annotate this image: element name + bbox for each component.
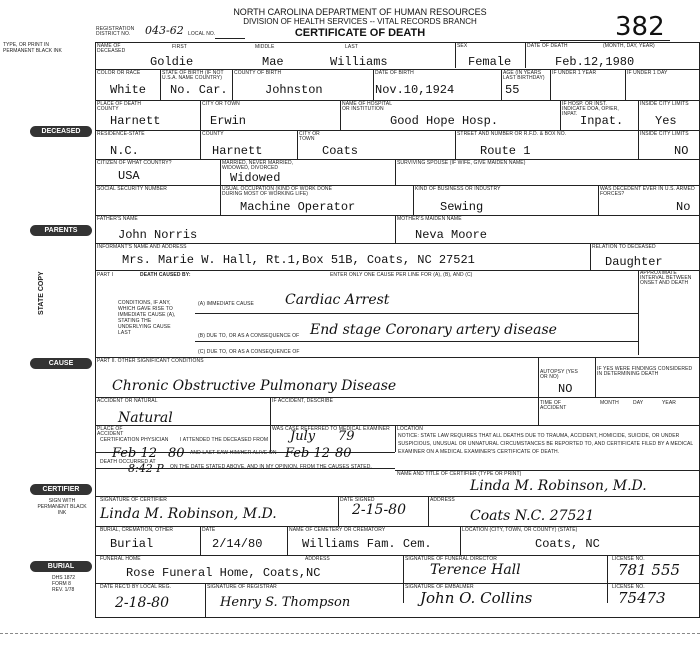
father-name-value: John Norris	[118, 228, 198, 242]
death-city-value: Erwin	[210, 114, 247, 128]
date-filed-value: 2-18-80	[115, 595, 169, 611]
local-number-label: LOCAL NO.	[188, 31, 216, 37]
relation-value: Daughter	[605, 255, 663, 269]
state-of-birth-value: No. Car.	[170, 83, 228, 97]
middle-name-value: Mae	[262, 55, 284, 69]
inside-city-value: Yes	[655, 114, 677, 128]
informant-value: Mrs. Marie W. Hall, Rt.1,Box 51B, Coats, NC 27521	[122, 253, 475, 267]
certifier-tab: CERTIFIER	[30, 484, 92, 495]
autopsy-value: NO	[558, 382, 573, 396]
license-2-value: 75473	[618, 589, 666, 607]
deceased-tab: DECEASED	[30, 126, 92, 137]
residence-county-value: Harnett	[212, 144, 263, 158]
occupation-value: Machine Operator	[240, 200, 356, 214]
cemetery-value: Williams Fam. Cem.	[302, 537, 432, 551]
embalmer-signature: John O. Collins	[420, 589, 533, 607]
certifier-signature: Linda M. Robinson, M.D.	[100, 506, 277, 522]
time-of-death-value: 8:42 P	[128, 462, 164, 475]
date-of-death-value: Feb.12,1980	[555, 55, 635, 69]
date-of-birth-value: Nov.10,1924	[375, 83, 455, 97]
institution-value: Good Hope Hosp.	[390, 114, 499, 128]
county-of-birth-value: Johnston	[265, 83, 323, 97]
license-value: 781 555	[618, 561, 681, 579]
type-print-note: TYPE, OR PRINT IN PERMANENT BLACK INK	[3, 42, 62, 54]
registrar-signature: Henry S. Thompson	[220, 595, 351, 610]
attended-to-value: July	[290, 429, 316, 444]
death-certificate: NORTH CAROLINA DEPARTMENT OF HUMAN RESOURCES DIVISION OF HEALTH SERVICES -- VITAL RECORDS BRANCH CERTIFICATE OF DEATH REGISTRATION DISTRICT NO. 043-62 LOCAL NO. 382 TYPE, OR PRINT IN PERMANENT BLACK INK DECEASED PARENTS STATE COPY CAUSE CERTIFIER SIGN WITH PERMANENT BLACK INK BURIAL DHS 1872 FORM 8 REV. 1/78 NAME OF DECEASED FIRST MIDDLE LAST SEX DATE OF DEATH (MONTH, DAY, YEAR) Goldie Mae Williams Female Feb.12,1980 COLOR OR RACE STATE OF BIRTH (IF NOT U.S.A. NAME COUNTRY) COUNTY OF BIRTH DATE OF BIRTH AGE (IN YEARS LAST BIRTHDAY) IF UNDER 1 YEAR IF UNDER 1 DAY White No. Car. Johnston Nov.10,1924 55 PLACE OF DEATH COUNTY CITY OR TOWN NAME OF HOSPITAL OR INSTITUTION IF HOSP. OR INST. INDICATE DOA, OP/ER, INPAT. INSIDE CITY LIMITS Harnett Erwin Good Hope Hosp. Inpat. Yes RESIDENCE-STATE COUNTY CITY OR TOWN STREET AND NUMBER OR R.F.D. & BOX NO. INSIDE CITY LIMITS N.C. Harnett Coats Route 1 NO CITIZEN OF WHAT COUNTRY? MARRIED, NEVER MARRIED, WIDOWED, DIVORCED SURVIVING SPOUSE (IF WIFE, GIVE MAIDEN NAME) USA Widowed SOCIAL SECURITY NUMBER USUAL OCCUPATION (KIND OF WORK DONE DURING MOST OF WORKING LIFE) KIND OF BUSINESS OR INDUSTRY WAS DECEDENT EVER IN U.S. ARMED FORCES? Machine Operator Sewing No FATHER'S NAME MOTHER'S MAIDEN NAME John Norris Neva Moore INFORMANT'S NAME AND ADDRESS RELATION TO DECEASED Mrs. Marie W. Hall, Rt.1,Box 51B, Coats, NC 27521 Daughter PART I DEATH CAUSED BY: ENTER ONLY ONE CAUSE PER LINE FOR (A), (B), AND (C) APPROXIMATE INTERVAL BETWEEN ONSET AND DEATH CONDITIONS, IF ANY, WHICH GAVE RISE TO IMMEDIATE CAUSE (A), STATING THE UNDERLYING CAUSE LAST (A) IMMEDIATE CAUSE Cardiac Arrest (B) DUE TO, OR AS A CONSEQUENCE OF End stage Coronary artery disease (C) DUE TO, OR AS A CONSEQUENCE OF PART II. OTHER SIGNIFICANT CONDITIONS AUTOPSY (YES OR NO) IF YES WERE FINDINGS CONSIDERED IN DETERMINING DEATH Chronic Obstructive Pulmonary Disease NO ACCIDENT OR NATURAL IF ACCIDENT, DESCRIBE TIME OF ACCIDENT MONTH DAY YEAR Natural PLACE OF ACCIDENT WAS CASE REFERRED TO MEDICAL EXAMINER LOCATION NOTICE: STATE LAW REQUIRES THAT ALL DEATHS DUE TO TRAUMA, ACCIDENT, HOMICIDE, SUICIDE, OR UNDER SUSPICIOUS, UNUSUAL OR UNNATURAL CIRCUMSTANCES BE REPORTED TO, AND CERTIFICATE FILED BY A MEDICAL EXAMINER ON A MEDICAL EXAMINER'S CERTIFICATE OF DEATH. CERTIFICATION PHYSICIAN I ATTENDED THE DECEASED FROM July 79 Feb 12 80 AND LAST SAW HIM/HER ALIVE ON Feb 12 80 DEATH OCCURRED AT 8:42 P ON THE DATE STATED ABOVE, AND IN MY OPINION, FROM THE CAUSES STATED. NAME AND TITLE OF CERTIFIER (TYPE OR PRINT) Linda M. Robinson, M.D. SIGNATURE OF CERTIFIER DATE SIGNED ADDRESS Linda M. Robinson, M.D. 2-15-80 Coats N.C. 27521 BURIAL, CREMATION, OTHER DATE NAME OF CEMETERY OR CREMATORY LOCATION (CITY, TOWN, OR COUNTY) (STATE) Burial 2/14/80 Williams Fam. Cem. Coats, NC FUNERAL HOME ADDRESS SIGNATURE OF FUNERAL DIRECTOR LICENSE NO. Rose Funeral Home, Coats,NC Terence Hall 781 555 DATE REC'D BY LOCAL REG. SIGNATURE OF REGISTRAR SIGNATURE OF EMBALMER LICENSE NO. 2-18-80 Henry S. Thompson John O. Collins 75473	[0, 0, 700, 662]
attended-to-year-value: 79	[338, 429, 355, 444]
mother-name-value: Neva Moore	[415, 228, 488, 242]
business-value: Sewing	[440, 200, 484, 214]
registration-label: REGISTRATION DISTRICT NO.	[96, 26, 135, 37]
armed-forces-value: No	[676, 200, 691, 214]
disposition-value: Burial	[110, 537, 154, 551]
part2-value: Chronic Obstructive Pulmonary Disease	[112, 378, 397, 394]
state-copy-label: STATE COPY	[38, 271, 45, 315]
name-label: NAME OF DECEASED	[97, 43, 126, 54]
certifier-name-value: Linda M. Robinson, M.D.	[470, 478, 647, 494]
sign-ink-note: SIGN WITH PERMANENT BLACK INK	[37, 498, 87, 516]
attended-from-year-value: 80	[168, 446, 185, 461]
first-name-value: Goldie	[150, 55, 194, 69]
cause-b-value: End stage Coronary artery disease	[310, 322, 557, 338]
disposition-date-value: 2/14/80	[212, 537, 263, 551]
marital-value: Widowed	[230, 171, 281, 185]
certificate-title: CERTIFICATE OF DEATH	[294, 27, 426, 39]
inpatient-value: Inpat.	[580, 114, 624, 128]
cause-tab: CAUSE	[30, 358, 92, 369]
citizen-value: USA	[118, 169, 140, 183]
notice-text: NOTICE: STATE LAW REQUIRES THAT ALL DEATHS DUE TO TRAUMA, ACCIDENT, HOMICIDE, SUICIDE, OR UNDER SUSPICIOUS, UNUSUAL OR UNNATURAL CIRCUMSTANCES BE REPORTED TO, AND CERTIFICATE FILED BY A MEDICAL EXAMINER ON A MEDICAL EXAMINER'S CERTIFICATE OF DEATH.	[398, 433, 694, 455]
registration-number: 043-62	[145, 24, 184, 37]
residence-state-value: N.C.	[110, 144, 139, 158]
age-value: 55	[505, 83, 520, 97]
date-signed-value: 2-15-80	[352, 502, 406, 518]
funeral-director-signature: Terence Hall	[430, 562, 521, 578]
last-name-value: Williams	[330, 55, 388, 69]
division-heading: DIVISION OF HEALTH SERVICES -- VITAL RECORDS BRANCH	[243, 17, 477, 26]
street-value: Route 1	[480, 144, 531, 158]
attended-from-value: Feb 12	[112, 446, 157, 461]
death-county-value: Harnett	[110, 114, 161, 128]
form-number-note: DHS 1872 FORM 8 REV. 1/78	[52, 575, 76, 593]
certificate-number: 382	[615, 12, 665, 42]
cause-a-value: Cardiac Arrest	[285, 292, 390, 308]
cemetery-location-value: Coats, NC	[535, 537, 600, 551]
residence-city-value: Coats	[322, 144, 359, 158]
accident-natural-value: Natural	[118, 410, 173, 426]
last-saw-year-value: 80	[335, 446, 352, 461]
burial-tab: BURIAL	[30, 561, 92, 572]
sex-value: Female	[468, 55, 512, 69]
last-saw-value: Feb 12	[285, 446, 330, 461]
funeral-home-value: Rose Funeral Home, Coats,NC	[126, 566, 321, 580]
department-heading: NORTH CAROLINA DEPARTMENT OF HUMAN RESOURCES	[233, 7, 487, 17]
race-value: White	[110, 83, 147, 97]
parents-tab: PARENTS	[30, 225, 92, 236]
certifier-address-value: Coats N.C. 27521	[470, 508, 595, 524]
inside-city-residence-value: NO	[674, 144, 689, 158]
